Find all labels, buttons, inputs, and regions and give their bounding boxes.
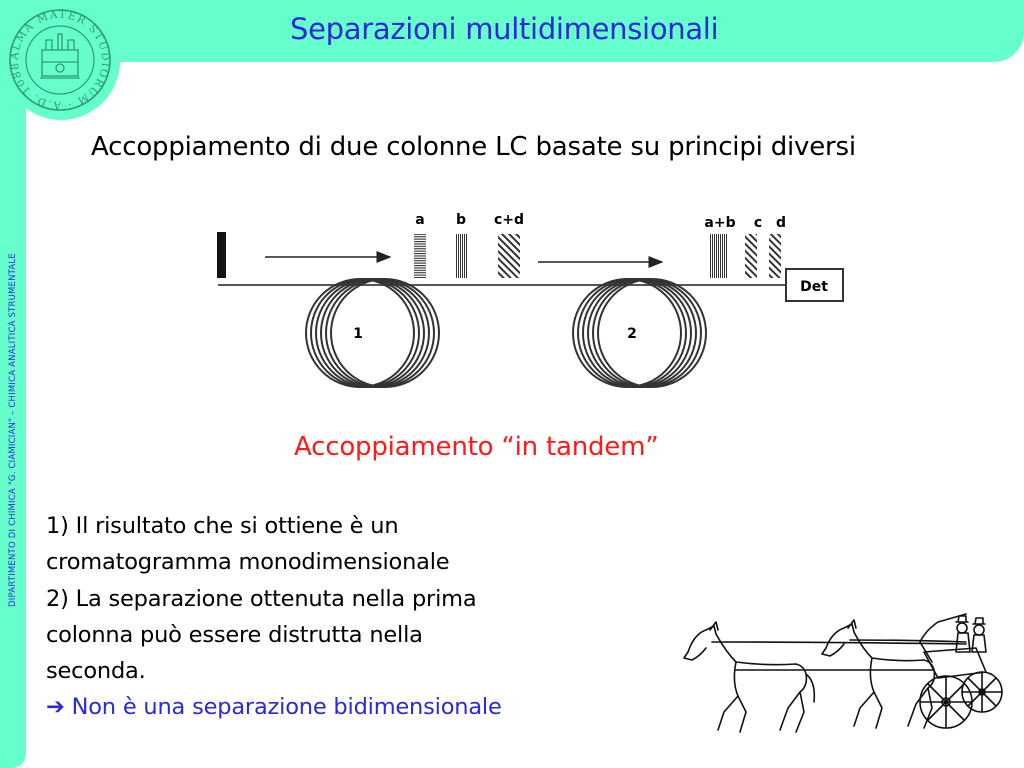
university-seal-logo (6, 6, 114, 114)
slide-subtitle: Accoppiamento di due colonne LC basate su principi diversi (91, 132, 856, 162)
column-2-label: 2 (627, 326, 637, 342)
note-line: colonna può essere distrutta nella (46, 621, 423, 648)
slide-title: Separazioni multidimensionali (290, 12, 719, 46)
horse-carriage-illustration (676, 612, 1006, 752)
band-a (414, 234, 426, 278)
note-line: 2) La separazione ottenuta nella prima (46, 585, 477, 612)
injector-block (217, 232, 226, 278)
column-1-coil (306, 279, 439, 387)
conclusion-line (46, 689, 646, 725)
note-line: 1) Il risultato che si ottiene è un (46, 513, 399, 539)
tandem-columns-diagram (210, 205, 850, 400)
notes-block (46, 508, 646, 726)
band-ab (710, 234, 728, 278)
band-cd (498, 234, 520, 278)
band-label-ab: a+b (704, 215, 736, 231)
arrow-right-icon: ➔ (46, 694, 65, 721)
band-label-c: c (753, 215, 763, 231)
band-label-b: b (455, 212, 467, 228)
band-label-cd: c+d (493, 212, 525, 228)
seal-ring-text: ALMA MATER STUDIORUM · A.D. 1088 (8, 8, 112, 112)
band-label-d: d (775, 215, 787, 231)
band-b (455, 234, 467, 278)
detector-label: Det (800, 279, 828, 295)
band-c (745, 234, 757, 278)
sidebar-caption-text: DIPARTIMENTO DI CHIMICA "G. CIAMICIAN" – CHIMICA ANALITICA STRUMENTALE (8, 253, 18, 607)
band-d (769, 234, 781, 278)
tandem-caption: Accoppiamento “in tandem” (294, 432, 659, 462)
note-line: cromatogramma monodimensionale (46, 549, 450, 576)
conclusion-text: Non è una separazione bidimensionale (71, 694, 502, 721)
note-line: seconda. (46, 658, 146, 685)
column-1-label: 1 (353, 326, 363, 342)
band-label-a: a (415, 212, 425, 228)
